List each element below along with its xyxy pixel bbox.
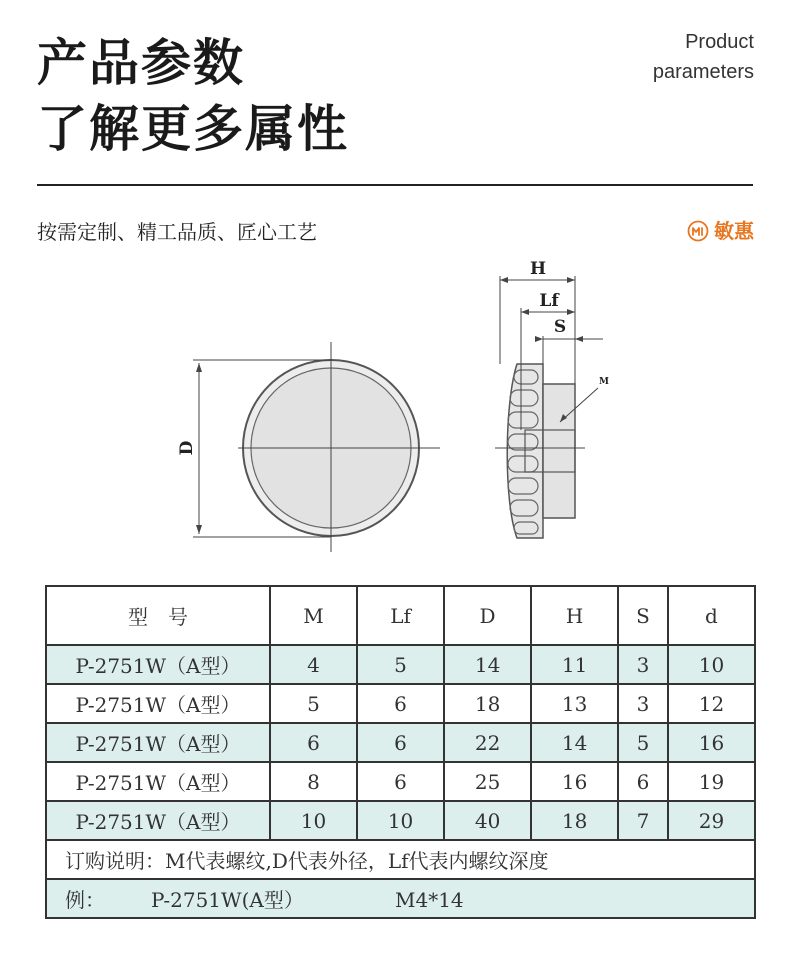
dim-label-H: H bbox=[529, 259, 547, 279]
cell-h: 18 bbox=[531, 801, 618, 840]
col-header-d-outer: D bbox=[444, 586, 531, 645]
cell-d: 19 bbox=[668, 762, 755, 801]
cell-d: 10 bbox=[668, 645, 755, 684]
cell-m: 4 bbox=[270, 645, 357, 684]
table-row bbox=[46, 684, 755, 723]
cell-h: 11 bbox=[531, 645, 618, 684]
col-header-m: M bbox=[270, 586, 357, 645]
col-header-d: d bbox=[668, 586, 755, 645]
cell-s: 5 bbox=[618, 723, 668, 762]
slogan: 按需定制、精工品质、匠心工艺 bbox=[37, 220, 317, 244]
dim-label-D: D bbox=[177, 440, 197, 456]
cell-s: 3 bbox=[618, 684, 668, 723]
col-header-lf: Lf bbox=[357, 586, 444, 645]
order-note: 订购说明：M代表螺纹,D代表外径，Lf代表内螺纹深度 bbox=[46, 840, 755, 879]
cell-model: P-2751W（A型） bbox=[46, 645, 270, 684]
cell-model: P-2751W（A型） bbox=[46, 801, 270, 840]
cell-lf: 10 bbox=[357, 801, 444, 840]
table-row bbox=[46, 801, 755, 840]
table-row bbox=[46, 723, 755, 762]
cell-d-outer: 22 bbox=[444, 723, 531, 762]
cell-d-outer: 25 bbox=[444, 762, 531, 801]
divider bbox=[37, 184, 753, 186]
cell-model: P-2751W（A型） bbox=[46, 762, 270, 801]
example-code: P-2751W(A型） bbox=[151, 888, 304, 912]
brand bbox=[687, 220, 754, 242]
spec-table bbox=[45, 585, 756, 919]
table-row bbox=[46, 762, 755, 801]
dim-label-M: M bbox=[599, 377, 609, 387]
page-title-line2: 了解更多属性 bbox=[37, 100, 349, 158]
cell-h: 14 bbox=[531, 723, 618, 762]
cell-lf: 5 bbox=[357, 645, 444, 684]
cell-lf: 6 bbox=[357, 762, 444, 801]
col-header-model: 型 号 bbox=[46, 586, 270, 645]
cell-s: 7 bbox=[618, 801, 668, 840]
table-note-row bbox=[46, 840, 755, 879]
col-header-h: H bbox=[531, 586, 618, 645]
cell-d: 12 bbox=[668, 684, 755, 723]
cell-d-outer: 40 bbox=[444, 801, 531, 840]
front-view bbox=[177, 342, 440, 552]
english-title-line2: parameters bbox=[652, 61, 754, 83]
cell-m: 10 bbox=[270, 801, 357, 840]
cell-m: 5 bbox=[270, 684, 357, 723]
cell-m: 8 bbox=[270, 762, 357, 801]
cell-d: 16 bbox=[668, 723, 755, 762]
side-view bbox=[495, 259, 609, 538]
cell-lf: 6 bbox=[357, 684, 444, 723]
example-spec: M4*14 bbox=[395, 888, 464, 912]
cell-d-outer: 14 bbox=[444, 645, 531, 684]
brand-name: 敏惠 bbox=[714, 219, 754, 243]
table-row bbox=[46, 645, 755, 684]
brand-logo-icon bbox=[687, 220, 709, 242]
cell-lf: 6 bbox=[357, 723, 444, 762]
cell-d-outer: 18 bbox=[444, 684, 531, 723]
cell-model: P-2751W（A型） bbox=[46, 723, 270, 762]
example-label: 例： bbox=[65, 888, 105, 912]
order-example bbox=[46, 879, 755, 918]
cell-model: P-2751W（A型） bbox=[46, 684, 270, 723]
cell-m: 6 bbox=[270, 723, 357, 762]
cell-s: 3 bbox=[618, 645, 668, 684]
cell-h: 16 bbox=[531, 762, 618, 801]
dim-label-Lf: Lf bbox=[539, 291, 559, 311]
table-example-row bbox=[46, 879, 755, 918]
cell-d: 29 bbox=[668, 801, 755, 840]
english-title-line1: Product bbox=[685, 31, 754, 53]
col-header-s: S bbox=[618, 586, 668, 645]
page-title-line1: 产品参数 bbox=[37, 34, 245, 92]
cell-s: 6 bbox=[618, 762, 668, 801]
cell-h: 13 bbox=[531, 684, 618, 723]
dim-label-S: S bbox=[553, 317, 567, 337]
table-header-row bbox=[46, 586, 755, 645]
technical-drawing bbox=[0, 250, 790, 570]
